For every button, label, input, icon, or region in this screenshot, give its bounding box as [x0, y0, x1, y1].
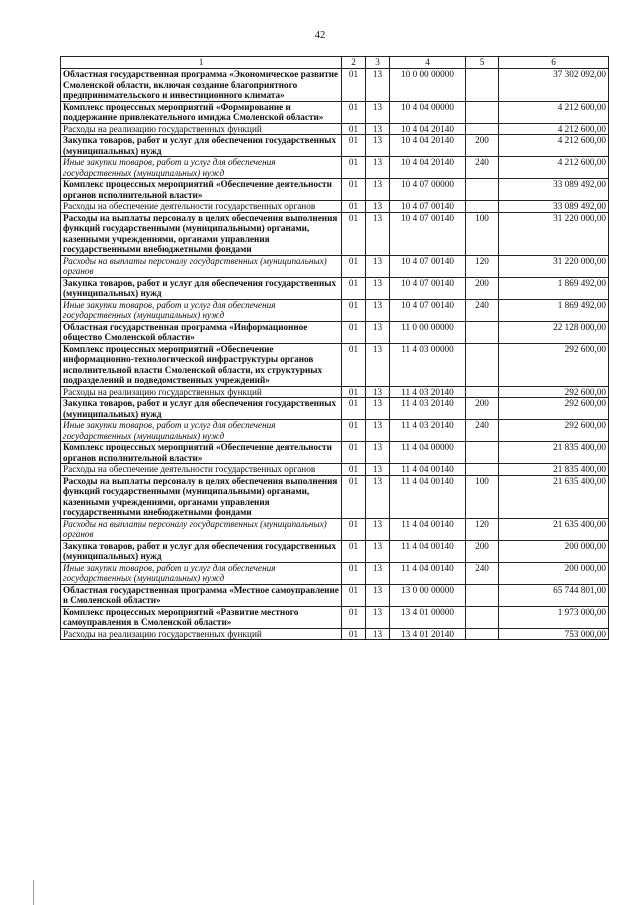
table-row — [61, 518, 609, 540]
row-name-cell: Комплекс процессных мероприятий «Формирование и поддержание привлекательного имиджа Смоленской области» — [61, 101, 342, 123]
section-code-cell: 01 — [342, 321, 366, 343]
header-cell: 3 — [366, 57, 390, 69]
section-code-cell: 01 — [342, 201, 366, 213]
table-row — [61, 343, 609, 386]
amount-cell: 21 835 400,00 — [499, 464, 609, 476]
row-name-cell: Комплекс процессных мероприятий «Развитие местного самоуправления в Смоленской области» — [61, 606, 342, 628]
table-body — [61, 69, 609, 640]
target-article-cell: 10 0 00 00000 — [390, 69, 466, 102]
subsection-code-cell: 13 — [366, 398, 390, 420]
amount-cell: 292 600,00 — [499, 398, 609, 420]
expense-type-cell: 200 — [466, 540, 499, 562]
row-name-cell: Иные закупки товаров, работ и услуг для обеспечения государственных (муниципальных) нужд — [61, 562, 342, 584]
section-code-cell: 01 — [342, 464, 366, 476]
row-name-cell: Закупка товаров, работ и услуг для обеспечения государственных (муниципальных) нужд — [61, 398, 342, 420]
header-cell: 6 — [499, 57, 609, 69]
expense-type-cell — [466, 201, 499, 213]
target-article-cell: 11 4 03 20140 — [390, 420, 466, 442]
target-article-cell: 11 4 04 00140 — [390, 540, 466, 562]
table-row — [61, 101, 609, 123]
target-article-cell: 10 4 07 00140 — [390, 201, 466, 213]
row-name-cell: Расходы на выплаты персоналу в целях обеспечения выполнения функций государственными (муниципальными) органами, казенными учреждениями, органами управления государственными внебюджетными фондами — [61, 212, 342, 255]
section-code-cell: 01 — [342, 518, 366, 540]
section-code-cell: 01 — [342, 343, 366, 386]
expense-type-cell: 240 — [466, 562, 499, 584]
subsection-code-cell: 13 — [366, 123, 390, 135]
subsection-code-cell: 13 — [366, 179, 390, 201]
section-code-cell: 01 — [342, 606, 366, 628]
expense-type-cell — [466, 343, 499, 386]
subsection-code-cell: 13 — [366, 101, 390, 123]
amount-cell: 200 000,00 — [499, 540, 609, 562]
target-article-cell: 11 4 03 20140 — [390, 386, 466, 398]
subsection-code-cell: 13 — [366, 299, 390, 321]
header-cell: 4 — [390, 57, 466, 69]
amount-cell: 33 089 492,00 — [499, 179, 609, 201]
amount-cell: 65 744 801,00 — [499, 584, 609, 606]
section-code-cell: 01 — [342, 420, 366, 442]
target-article-cell: 11 0 00 00000 — [390, 321, 466, 343]
subsection-code-cell: 13 — [366, 386, 390, 398]
section-code-cell: 01 — [342, 299, 366, 321]
expense-type-cell — [466, 606, 499, 628]
target-article-cell: 13 4 01 20140 — [390, 628, 466, 640]
budget-table — [60, 56, 609, 640]
amount-cell: 33 089 492,00 — [499, 201, 609, 213]
expense-type-cell: 200 — [466, 398, 499, 420]
row-name-cell: Иные закупки товаров, работ и услуг для обеспечения государственных (муниципальных) нужд — [61, 157, 342, 179]
section-code-cell: 01 — [342, 442, 366, 464]
target-article-cell: 11 4 04 00000 — [390, 442, 466, 464]
amount-cell: 4 212 600,00 — [499, 123, 609, 135]
amount-cell: 292 600,00 — [499, 420, 609, 442]
table-row — [61, 398, 609, 420]
section-code-cell: 01 — [342, 628, 366, 640]
section-code-cell: 01 — [342, 562, 366, 584]
row-name-cell: Расходы на реализацию государственных функций — [61, 386, 342, 398]
subsection-code-cell: 13 — [366, 628, 390, 640]
target-article-cell: 11 4 04 00140 — [390, 518, 466, 540]
expense-type-cell — [466, 321, 499, 343]
page-number: 42 — [314, 30, 326, 41]
expense-type-cell — [466, 628, 499, 640]
subsection-code-cell: 13 — [366, 212, 390, 255]
subsection-code-cell: 13 — [366, 606, 390, 628]
expense-type-cell: 100 — [466, 212, 499, 255]
expense-type-cell: 120 — [466, 518, 499, 540]
table-row — [61, 540, 609, 562]
subsection-code-cell: 13 — [366, 540, 390, 562]
expense-type-cell: 240 — [466, 157, 499, 179]
subsection-code-cell: 13 — [366, 584, 390, 606]
target-article-cell: 11 4 03 00000 — [390, 343, 466, 386]
amount-cell: 22 128 000,00 — [499, 321, 609, 343]
expense-type-cell: 240 — [466, 299, 499, 321]
subsection-code-cell: 13 — [366, 475, 390, 518]
section-code-cell: 01 — [342, 179, 366, 201]
table-row — [61, 475, 609, 518]
table-row — [61, 277, 609, 299]
row-name-cell: Областная государственная программа «Информационное общество Смоленской области» — [61, 321, 342, 343]
row-name-cell: Комплекс процессных мероприятий «Обеспечение деятельности органов исполнительной власти» — [61, 179, 342, 201]
target-article-cell: 10 4 04 20140 — [390, 123, 466, 135]
target-article-cell: 13 0 00 00000 — [390, 584, 466, 606]
table-row — [61, 69, 609, 102]
target-article-cell: 10 4 07 00140 — [390, 299, 466, 321]
row-name-cell: Расходы на выплаты персоналу государственных (муниципальных) органов — [61, 255, 342, 277]
expense-type-cell — [466, 69, 499, 102]
table-row — [61, 299, 609, 321]
table-header-row — [61, 57, 609, 69]
section-code-cell: 01 — [342, 123, 366, 135]
subsection-code-cell: 13 — [366, 201, 390, 213]
amount-cell: 1 869 492,00 — [499, 277, 609, 299]
amount-cell: 200 000,00 — [499, 562, 609, 584]
expense-type-cell: 240 — [466, 420, 499, 442]
expense-type-cell — [466, 179, 499, 201]
section-code-cell: 01 — [342, 475, 366, 518]
subsection-code-cell: 13 — [366, 464, 390, 476]
table-row — [61, 386, 609, 398]
row-name-cell: Областная государственная программа «Экономическое развитие Смоленской области, включая создание благоприятного предпринимательского и инвестиционного климата» — [61, 69, 342, 102]
expense-type-cell — [466, 123, 499, 135]
section-code-cell: 01 — [342, 69, 366, 102]
subsection-code-cell: 13 — [366, 343, 390, 386]
amount-cell: 292 600,00 — [499, 386, 609, 398]
section-code-cell: 01 — [342, 135, 366, 157]
row-name-cell: Комплекс процессных мероприятий «Обеспечение деятельности органов исполнительной власти» — [61, 442, 342, 464]
expense-type-cell — [466, 386, 499, 398]
subsection-code-cell: 13 — [366, 420, 390, 442]
table-row — [61, 606, 609, 628]
expense-type-cell: 200 — [466, 135, 499, 157]
table-row — [61, 179, 609, 201]
section-code-cell: 01 — [342, 157, 366, 179]
target-article-cell: 11 4 04 00140 — [390, 464, 466, 476]
amount-cell: 292 600,00 — [499, 343, 609, 386]
subsection-code-cell: 13 — [366, 562, 390, 584]
subsection-code-cell: 13 — [366, 518, 390, 540]
target-article-cell: 10 4 07 00140 — [390, 212, 466, 255]
row-name-cell: Иные закупки товаров, работ и услуг для обеспечения государственных (муниципальных) нужд — [61, 299, 342, 321]
row-name-cell: Областная государственная программа «Местное самоуправление в Смоленской области» — [61, 584, 342, 606]
section-code-cell: 01 — [342, 540, 366, 562]
target-article-cell: 10 4 07 00140 — [390, 255, 466, 277]
table-row — [61, 157, 609, 179]
section-code-cell: 01 — [342, 212, 366, 255]
subsection-code-cell: 13 — [366, 255, 390, 277]
table-row — [61, 562, 609, 584]
amount-cell: 753 000,00 — [499, 628, 609, 640]
subsection-code-cell: 13 — [366, 321, 390, 343]
subsection-code-cell: 13 — [366, 157, 390, 179]
section-code-cell: 01 — [342, 277, 366, 299]
row-name-cell: Расходы на реализацию государственных функций — [61, 123, 342, 135]
expense-type-cell: 100 — [466, 475, 499, 518]
section-code-cell: 01 — [342, 584, 366, 606]
row-name-cell: Закупка товаров, работ и услуг для обеспечения государственных (муниципальных) нужд — [61, 277, 342, 299]
target-article-cell: 13 4 01 00000 — [390, 606, 466, 628]
amount-cell: 21 635 400,00 — [499, 475, 609, 518]
row-name-cell: Расходы на реализацию государственных функций — [61, 628, 342, 640]
expense-type-cell — [466, 584, 499, 606]
amount-cell: 37 302 092,00 — [499, 69, 609, 102]
target-article-cell: 10 4 04 00000 — [390, 101, 466, 123]
expense-type-cell — [466, 442, 499, 464]
expense-type-cell — [466, 101, 499, 123]
row-name-cell: Закупка товаров, работ и услуг для обеспечения государственных (муниципальных) нужд — [61, 540, 342, 562]
amount-cell: 4 212 600,00 — [499, 135, 609, 157]
row-name-cell: Иные закупки товаров, работ и услуг для обеспечения государственных (муниципальных) нужд — [61, 420, 342, 442]
scan-margin-mark — [33, 880, 34, 905]
target-article-cell: 11 4 04 00140 — [390, 562, 466, 584]
section-code-cell: 01 — [342, 398, 366, 420]
row-name-cell: Комплекс процессных мероприятий «Обеспечение информационно-технологической инфраструктуры органов исполнительной власти Смоленской области, их структурных подразделений и подведомственных учреждений» — [61, 343, 342, 386]
target-article-cell: 11 4 03 20140 — [390, 398, 466, 420]
amount-cell: 21 835 400,00 — [499, 442, 609, 464]
table-row — [61, 464, 609, 476]
row-name-cell: Расходы на обеспечение деятельности государственных органов — [61, 464, 342, 476]
subsection-code-cell: 13 — [366, 442, 390, 464]
table-row — [61, 420, 609, 442]
amount-cell: 4 212 600,00 — [499, 157, 609, 179]
subsection-code-cell: 13 — [366, 69, 390, 102]
section-code-cell: 01 — [342, 101, 366, 123]
row-name-cell: Расходы на выплаты персоналу государственных (муниципальных) органов — [61, 518, 342, 540]
amount-cell: 21 635 400,00 — [499, 518, 609, 540]
header-cell: 2 — [342, 57, 366, 69]
table-row — [61, 442, 609, 464]
amount-cell: 31 220 000,00 — [499, 255, 609, 277]
table-row — [61, 135, 609, 157]
expense-type-cell: 120 — [466, 255, 499, 277]
table-row — [61, 321, 609, 343]
row-name-cell: Закупка товаров, работ и услуг для обеспечения государственных (муниципальных) нужд — [61, 135, 342, 157]
header-cell: 1 — [61, 57, 342, 69]
amount-cell: 4 212 600,00 — [499, 101, 609, 123]
target-article-cell: 10 4 04 20140 — [390, 135, 466, 157]
table-row — [61, 628, 609, 640]
row-name-cell: Расходы на выплаты персоналу в целях обеспечения выполнения функций государственными (муниципальными) органами, казенными учреждениями, органами управления государственными внебюджетными фондами — [61, 475, 342, 518]
header-cell: 5 — [466, 57, 499, 69]
section-code-cell: 01 — [342, 255, 366, 277]
target-article-cell: 10 4 07 00140 — [390, 277, 466, 299]
target-article-cell: 10 4 07 00000 — [390, 179, 466, 201]
amount-cell: 1 869 492,00 — [499, 299, 609, 321]
target-article-cell: 10 4 04 20140 — [390, 157, 466, 179]
table-row — [61, 201, 609, 213]
table-row — [61, 212, 609, 255]
expense-type-cell: 200 — [466, 277, 499, 299]
target-article-cell: 11 4 04 00140 — [390, 475, 466, 518]
subsection-code-cell: 13 — [366, 277, 390, 299]
section-code-cell: 01 — [342, 386, 366, 398]
amount-cell: 1 973 000,00 — [499, 606, 609, 628]
table-row — [61, 123, 609, 135]
row-name-cell: Расходы на обеспечение деятельности государственных органов — [61, 201, 342, 213]
subsection-code-cell: 13 — [366, 135, 390, 157]
amount-cell: 31 220 000,00 — [499, 212, 609, 255]
table-row — [61, 584, 609, 606]
table-row — [61, 255, 609, 277]
expense-type-cell — [466, 464, 499, 476]
